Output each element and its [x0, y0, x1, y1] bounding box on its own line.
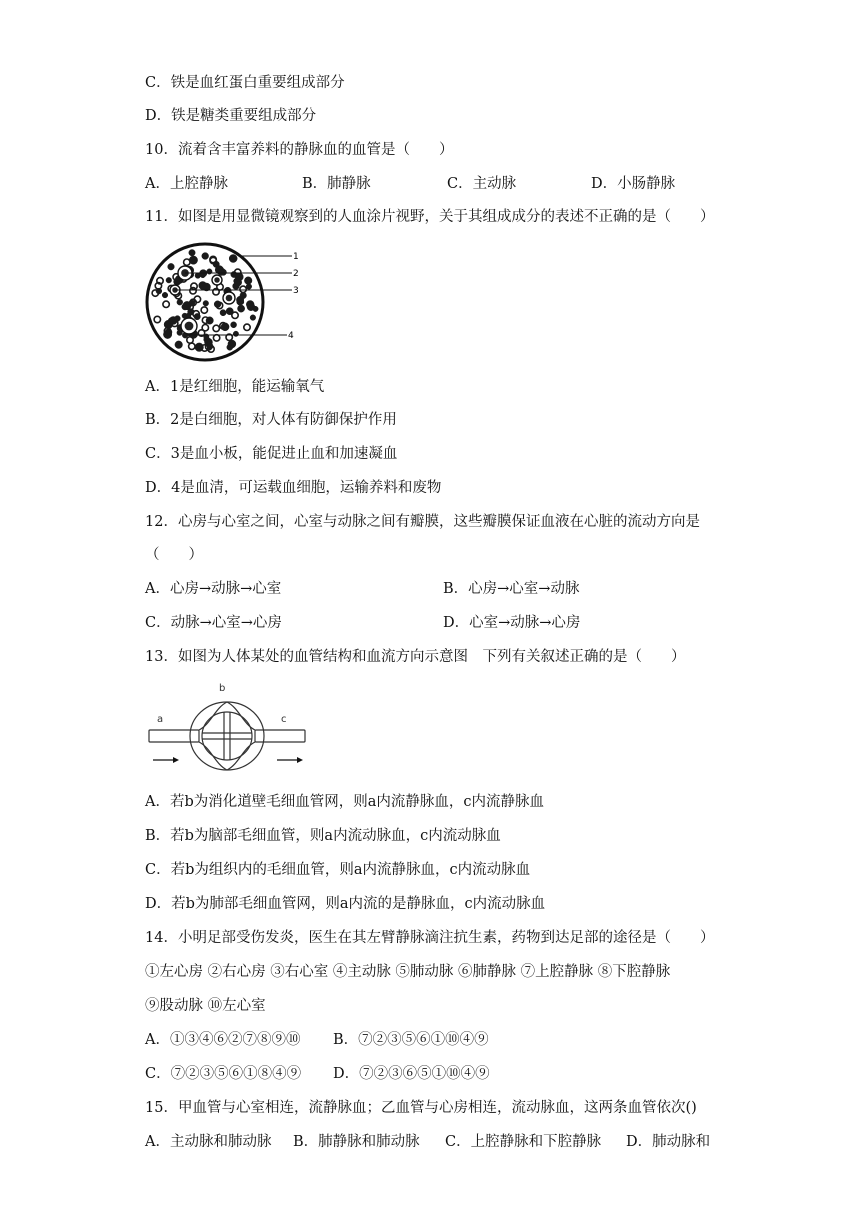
blood-cell-speckle [195, 273, 201, 279]
blood-cell-speckle [213, 325, 219, 331]
blood-cell-speckle [233, 283, 240, 290]
blood-cell-speckle [194, 313, 200, 319]
q11-option-b: B．2是白细胞，对人体有防御保护作用 [145, 412, 397, 428]
question-12: 12．心房与心室之间，心室与动脉之间有瓣膜，这些瓣膜保证血液在心脏的流动方向是 [145, 514, 700, 530]
blood-cell-speckle [228, 340, 236, 348]
q13-option-a: A．若b为消化道壁毛细血管网，则a内流静脉血，c内流静脉血 [145, 794, 545, 810]
blood-cell-speckle [238, 305, 245, 312]
blood-cell-speckle [229, 255, 237, 263]
blood-cell-speckle [201, 307, 207, 313]
blood-cell-speckle [189, 250, 195, 256]
blood-cell-speckle [189, 300, 195, 306]
smear-label-2: 2 [293, 269, 299, 279]
blood-cell-speckle [231, 322, 237, 328]
cell-nucleus [185, 322, 194, 331]
q10-option-c: C．主动脉 [447, 176, 517, 192]
blood-cell-speckle [204, 337, 210, 343]
blood-cell-speckle [168, 263, 175, 270]
question-14-sequence-line-2: ⑨股动脉 ⑩左心室 [145, 998, 266, 1014]
q12-option-a: A．心房→动脉→心室 [145, 581, 282, 597]
vessel-label-a: a [157, 714, 164, 725]
question-14-sequence-line-1: ①左心房 ②右心房 ③右心室 ④主动脉 ⑤肺动脉 ⑥肺静脉 ⑦上腔静脉 ⑧下腔静脉 [145, 964, 671, 980]
blood-cell-speckle [244, 277, 252, 285]
question-14: 14．小明足部受伤发炎，医生在其左臂静脉滴注抗生素，药物到达足部的途径是（ ） [145, 930, 715, 946]
capillary-network-figure [145, 678, 315, 778]
blood-cell-speckle [163, 301, 169, 307]
blood-cell-speckle [163, 330, 171, 338]
vessel-label-b: b [219, 683, 226, 694]
blood-cell-speckle [189, 343, 195, 349]
q10-option-b: B．肺静脉 [302, 176, 371, 192]
smear-label-1: 1 [293, 252, 299, 262]
question-12-blank: （ ） [145, 547, 203, 563]
cell-nucleus [226, 295, 233, 302]
q14-option-d: D．⑦②③⑥⑤①⑩④⑨ [333, 1066, 490, 1082]
q15-option-a: A．主动脉和肺动脉 [145, 1134, 272, 1150]
q12-option-b: B．心房→心室→动脉 [443, 581, 580, 597]
blood-cell-speckle [202, 325, 208, 331]
blood-cell-speckle [250, 315, 256, 321]
blood-cell-speckle [220, 310, 226, 316]
blood-cell-speckle [244, 324, 250, 330]
q13-option-d: D．若b为肺部毛细血管网，则a内流的是静脉血，c内流动脉血 [145, 896, 546, 912]
blood-cell-speckle [214, 301, 221, 308]
q13-option-c: C．若b为组织内的毛细血管，则a内流静脉血，c内流动脉血 [145, 862, 531, 878]
blood-cell-speckle [203, 301, 209, 307]
question-11: 11．如图是用显微镜观察到的人血涂片视野，关于其组成成分的表述不正确的是（ ） [145, 209, 715, 225]
q15-option-b: B．肺静脉和肺动脉 [293, 1134, 420, 1150]
q14-option-c: C．⑦②③⑤⑥①⑧④⑨ [145, 1066, 302, 1082]
q15-option-c: C．上腔静脉和下腔静脉 [445, 1134, 602, 1150]
vessel-label-c: c [281, 714, 287, 725]
cell-nucleus [214, 277, 220, 283]
q9-option-c: C．铁是血红蛋白重要组成部分 [145, 75, 345, 91]
blood-cell-speckle [177, 299, 183, 305]
q12-option-c: C．动脉→心室→心房 [145, 615, 282, 631]
smear-label-4: 4 [288, 331, 294, 341]
q13-option-b: B．若b为脑部毛细血管，则a内流动脉血，c内流动脉血 [145, 828, 501, 844]
blood-cell-speckle [187, 337, 193, 343]
question-13: 13．如图为人体某处的血管结构和血流方向示意图 下列有关叙述正确的是（ ） [145, 649, 686, 665]
blood-cell-speckle [232, 312, 238, 318]
blood-cell-speckle [166, 277, 172, 283]
q14-option-a: A．①③④⑥②⑦⑧⑨⑩ [145, 1032, 301, 1048]
q11-option-d: D．4是血清，可运载血细胞，运输养料和废物 [145, 480, 442, 496]
q11-option-c: C．3是血小板，能促进止血和加速凝血 [145, 446, 398, 462]
blood-cell-speckle [175, 316, 181, 322]
q12-option-d: D．心室→动脉→心房 [443, 615, 581, 631]
blood-cell-speckle [162, 292, 168, 298]
blood-cell-speckle [213, 335, 219, 341]
blood-smear-figure [145, 240, 305, 370]
blood-cell-speckle [182, 304, 188, 310]
q10-option-a: A．上腔静脉 [145, 176, 228, 192]
blood-cell-speckle [237, 299, 243, 305]
blood-cell-speckle [233, 331, 238, 336]
blood-cell-speckle [240, 286, 246, 292]
blood-cell-speckle [202, 253, 209, 260]
question-10: 10．流着含丰富养料的静脉血的血管是（ ） [145, 142, 454, 158]
smear-label-3: 3 [293, 286, 299, 296]
blood-cell-speckle [184, 259, 190, 265]
q15-option-d: D．肺动脉和 [626, 1134, 711, 1150]
q11-option-a: A．1是红细胞，能运输氧气 [145, 379, 325, 395]
blood-cell-speckle [175, 341, 183, 349]
q10-option-d: D．小肠静脉 [591, 176, 676, 192]
blood-cell-speckle [247, 303, 255, 311]
blood-cell-speckle [213, 261, 219, 267]
question-15: 15．甲血管与心室相连，流静脉血；乙血管与心房相连，流动脉血，这两条血管依次() [145, 1100, 697, 1116]
blood-cell-speckle [154, 316, 160, 322]
q9-option-d: D．铁是糖类重要组成部分 [145, 108, 317, 124]
q14-option-b: B．⑦②③⑤⑥①⑩④⑨ [333, 1032, 489, 1048]
